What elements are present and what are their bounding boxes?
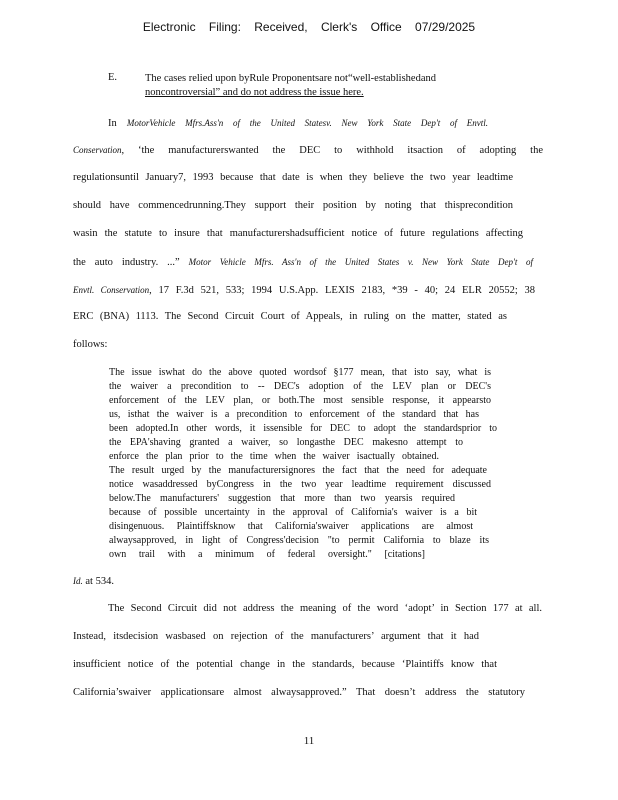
block-quote-line: alwaysapproved, in light of Congress'decision "to permit California to blaze its xyxy=(109,535,489,546)
block-quote-line: enforce the plan prior to the time when the waiver isactually obtained. xyxy=(109,451,439,462)
block-quote-line: us, isthat the waiver is a precondition to enforcement of the standard that has xyxy=(109,409,479,420)
body-line: regulationsuntil January7, 1993 because that date is when they believe the two year leadtime xyxy=(73,172,513,183)
body-line: insufficient notice of the potential change in the standards, because ‘Plaintiffs know that xyxy=(73,659,497,670)
case-name: Envtl. Conservation xyxy=(73,285,150,295)
case-name: Motor Vehicle Mfrs. Ass'n of the United States v. New York State Dep't of xyxy=(188,257,533,267)
block-quote-line: disingenuous. Plaintiffsknow that California'swaiver applications are almost xyxy=(109,521,473,532)
block-quote-line: because of possible uncertainty in the approval of California's waiver is a bit xyxy=(109,507,477,518)
body-line: Instead, itsdecision wasbased on rejection of the manufacturers’ argument that it had xyxy=(73,631,479,642)
page-number: 11 xyxy=(303,735,315,747)
body-line: The Second Circuit did not address the meaning of the word ‘adopt’ in Section 177 at all. xyxy=(108,603,542,614)
block-quote-line: enforcement of the LEV plan, or both.The most sensible response, it appearsto xyxy=(109,395,491,406)
body-line: Envtl. Conservation, 17 F.3d 521, 533; 1994 U.S.App. LEXIS 2183, *39 - 40; 24 ELR 20552; 38 xyxy=(73,285,535,296)
body-line: ERC (BNA) 1113. The Second Circuit Court of Appeals, in ruling on the matter, stated as xyxy=(73,311,507,322)
body-line: follows: xyxy=(73,339,108,350)
block-quote-line: been adopted.In other words, it issensible for DEC to adopt the standardsprior to xyxy=(109,423,497,434)
body-line: should have commencedrunning.They support their position by noting that thisprecondition xyxy=(73,200,513,211)
block-quote-line: the EPA'shaving granted a waiver, so longasthe DEC makesno attempt to xyxy=(109,437,463,448)
id-citation: Id. xyxy=(73,576,83,586)
block-quote-line: notice wasaddressed byCongress in the two year leadtime requirement discussed xyxy=(109,479,491,490)
filing-header: Electronic Filing: Received, Clerk's Office 07/29/2025 xyxy=(142,20,476,34)
section-letter: E. xyxy=(108,72,118,83)
block-quote-line: own trail with a minimum of federal oversight." [citations] xyxy=(109,549,425,560)
block-quote-line: below.The manufacturers' suggestion that more than two yearsis required xyxy=(109,493,455,504)
section-heading-line-2: noncontroversial” and do not address the issue here. xyxy=(145,87,364,98)
case-name: Conservation xyxy=(73,145,122,155)
body-line: Conservation, ‘the manufacturerswanted the DEC to withhold itsaction of adopting the xyxy=(73,145,543,156)
citation-line: Id. at 534. xyxy=(73,576,114,587)
body-line: In MotorVehicle Mfrs.Ass'n of the United Statesv. New York State Dep't of Envtl. xyxy=(108,118,488,129)
body-line: California’swaiver applicationsare almost alwaysapproved.” That doesn’t address the statutory xyxy=(73,687,525,698)
section-heading-line-1: The cases relied upon byRule Proponentsare not“well-establishedand xyxy=(145,73,436,84)
block-quote-line: the waiver a precondition to -- DEC's adoption of the LEV plan or DEC's xyxy=(109,381,491,392)
body-line: wasin the statute to insure that manufacturershadsufficient notice of future regulations affecting xyxy=(73,228,523,239)
section-heading xyxy=(145,72,465,100)
block-quote-line: The result urged by the manufacturersignores the fact that the need for adequate xyxy=(109,465,487,476)
block-quote-line: The issue iswhat do the above quoted wordsof §177 mean, that isto say, what is xyxy=(109,367,491,378)
case-name: MotorVehicle Mfrs.Ass'n of the United Statesv. New York State Dep't of Envtl. xyxy=(126,118,488,128)
body-line: the auto industry. ...” Motor Vehicle Mfrs. Ass'n of the United States v. New York State Dep't of xyxy=(73,257,533,268)
